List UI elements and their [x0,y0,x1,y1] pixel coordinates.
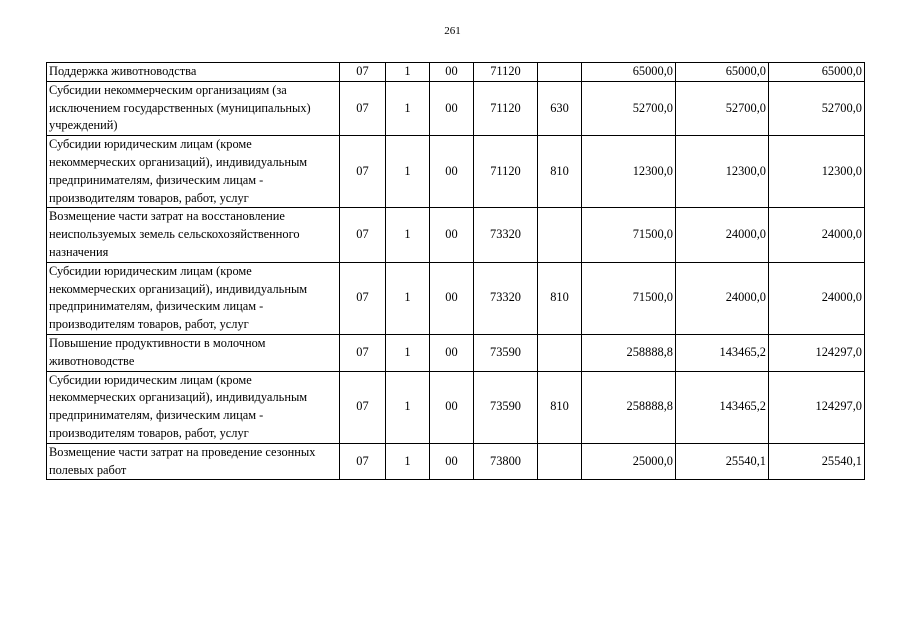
amount-year2-cell: 143465,2 [676,334,769,371]
row-name-cell: Поддержка животноводства [47,63,340,82]
row-name-cell: Субсидии юридическим лицам (кроме некоммерческих организаций), индивидуальным предпринимателям, физическим лицам - производителям товаров, работ, услуг [47,262,340,334]
program-code-cell: 1 [386,63,430,82]
direction-code-cell: 71120 [474,63,538,82]
page-number: 261 [444,25,461,37]
row-name-cell: Субсидии некоммерческим организациям (за исключением государственных (муниципальных) учреждений) [47,81,340,135]
amount-year3-cell: 24000,0 [769,262,865,334]
program-code-cell: 1 [386,136,430,208]
subprogram-code-cell: 00 [430,81,474,135]
amount-year3-cell: 12300,0 [769,136,865,208]
expense-type-cell [538,334,582,371]
subprogram-code-cell: 00 [430,208,474,262]
amount-year2-cell: 143465,2 [676,371,769,443]
amount-year1-cell: 71500,0 [582,208,676,262]
section-code-cell: 07 [340,443,386,480]
direction-code-cell: 71120 [474,136,538,208]
program-code-cell: 1 [386,208,430,262]
direction-code-cell: 73590 [474,334,538,371]
amount-year1-cell: 258888,8 [582,334,676,371]
expense-type-cell: 810 [538,136,582,208]
direction-code-cell: 71120 [474,81,538,135]
amount-year3-cell: 124297,0 [769,334,865,371]
subprogram-code-cell: 00 [430,136,474,208]
amount-year1-cell: 71500,0 [582,262,676,334]
amount-year1-cell: 258888,8 [582,371,676,443]
budget-table [46,62,865,480]
direction-code-cell: 73800 [474,443,538,480]
amount-year1-cell: 25000,0 [582,443,676,480]
amount-year3-cell: 65000,0 [769,63,865,82]
direction-code-cell: 73320 [474,208,538,262]
expense-type-cell: 630 [538,81,582,135]
row-name-cell: Субсидии юридическим лицам (кроме некоммерческих организаций), индивидуальным предпринимателям, физическим лицам - производителям товаров, работ, услуг [47,371,340,443]
program-code-cell: 1 [386,262,430,334]
subprogram-code-cell: 00 [430,63,474,82]
amount-year2-cell: 25540,1 [676,443,769,480]
table-row [47,208,865,262]
row-name-cell: Субсидии юридическим лицам (кроме некоммерческих организаций), индивидуальным предпринимателям, физическим лицам - производителям товаров, работ, услуг [47,136,340,208]
direction-code-cell: 73590 [474,371,538,443]
subprogram-code-cell: 00 [430,443,474,480]
row-name-cell: Возмещение части затрат на проведение сезонных полевых работ [47,443,340,480]
expense-type-cell: 810 [538,262,582,334]
row-name-cell: Повышение продуктивности в молочном животноводстве [47,334,340,371]
row-name-cell: Возмещение части затрат на восстановление неиспользуемых земель сельскохозяйственного назначения [47,208,340,262]
section-code-cell: 07 [340,81,386,135]
amount-year1-cell: 52700,0 [582,81,676,135]
amount-year2-cell: 12300,0 [676,136,769,208]
section-code-cell: 07 [340,262,386,334]
amount-year2-cell: 65000,0 [676,63,769,82]
subprogram-code-cell: 00 [430,334,474,371]
amount-year3-cell: 24000,0 [769,208,865,262]
amount-year2-cell: 52700,0 [676,81,769,135]
section-code-cell: 07 [340,136,386,208]
section-code-cell: 07 [340,371,386,443]
table-row [47,371,865,443]
amount-year1-cell: 12300,0 [582,136,676,208]
table-row [47,81,865,135]
program-code-cell: 1 [386,443,430,480]
program-code-cell: 1 [386,334,430,371]
table-row [47,262,865,334]
expense-type-cell [538,63,582,82]
amount-year2-cell: 24000,0 [676,208,769,262]
subprogram-code-cell: 00 [430,371,474,443]
expense-type-cell [538,443,582,480]
direction-code-cell: 73320 [474,262,538,334]
amount-year2-cell: 24000,0 [676,262,769,334]
subprogram-code-cell: 00 [430,262,474,334]
section-code-cell: 07 [340,334,386,371]
table-row [47,63,865,82]
amount-year3-cell: 124297,0 [769,371,865,443]
program-code-cell: 1 [386,81,430,135]
table-row [47,334,865,371]
expense-type-cell [538,208,582,262]
table-row [47,136,865,208]
expense-type-cell: 810 [538,371,582,443]
section-code-cell: 07 [340,208,386,262]
section-code-cell: 07 [340,63,386,82]
amount-year3-cell: 25540,1 [769,443,865,480]
table-row [47,443,865,480]
amount-year1-cell: 65000,0 [582,63,676,82]
table-body [47,63,865,480]
program-code-cell: 1 [386,371,430,443]
amount-year3-cell: 52700,0 [769,81,865,135]
